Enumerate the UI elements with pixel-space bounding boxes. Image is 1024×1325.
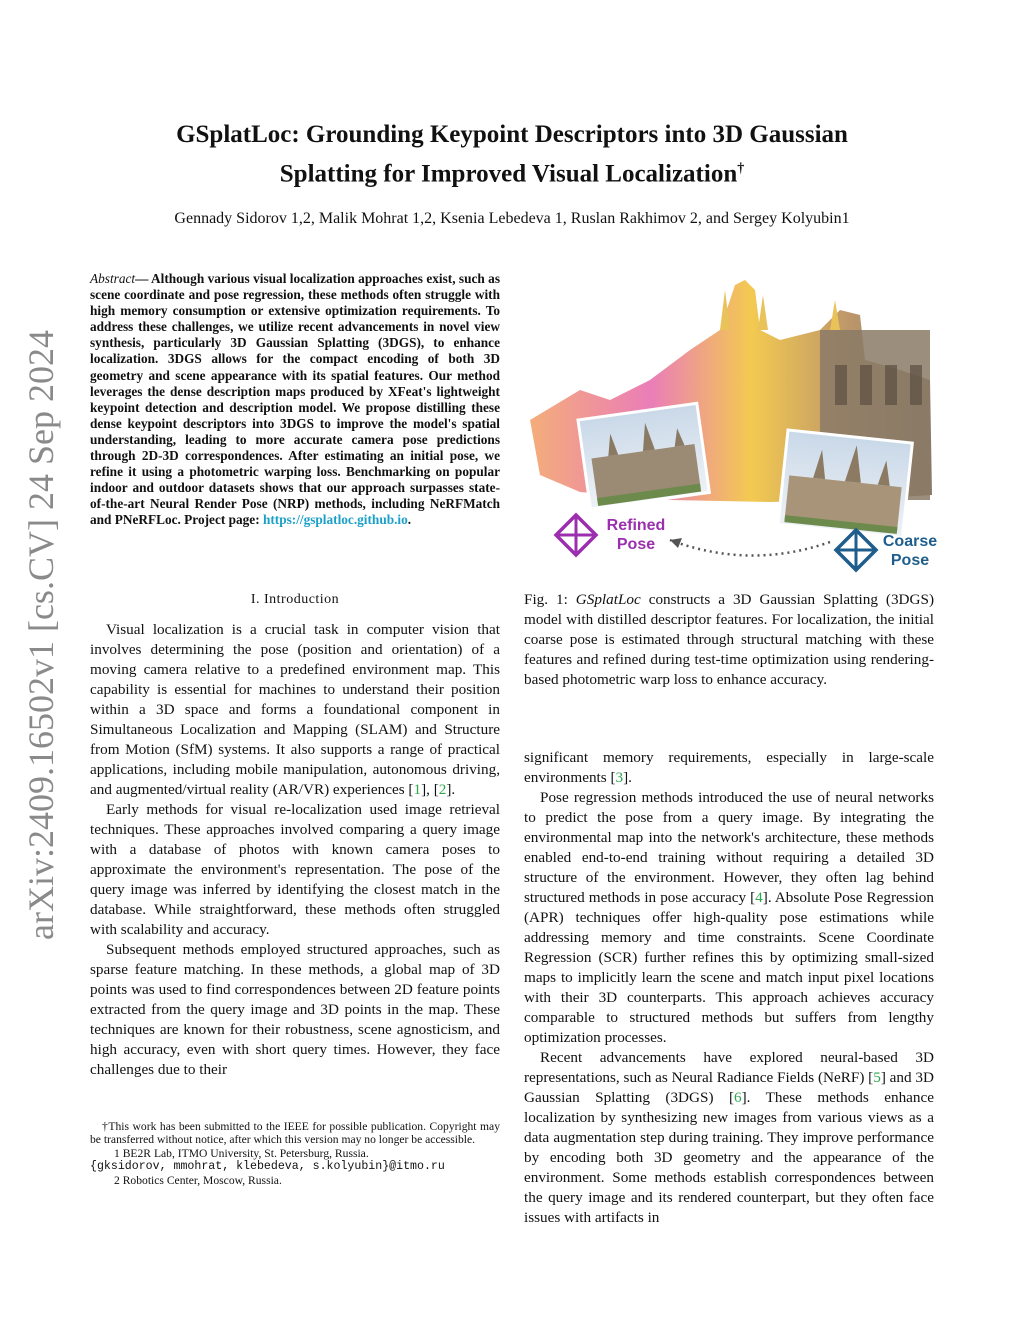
caption-text: constructs a 3D Gaussian Splatting (3DGS) model with distilled descriptor features. For localization, the initial coarse pose is estimated through structural matching with these features and refined during test-time optimization using rendering-based photometric warp loss to enhance accuracy. xyxy=(524,591,934,688)
abstract xyxy=(90,271,500,529)
coarse-label-line-1: Coarse xyxy=(882,533,938,550)
citation-4[interactable]: 4 xyxy=(755,889,763,906)
right-p2-text: Pose regression methods introduced the use of neural networks to predict the pose from a query image. By integrating the environmental map into the network's architecture, these methods enabled end-to-end training without requiring a detailed 3D structure of the environment. However, they often lag behind structured methods in pose accuracy [ xyxy=(524,789,934,906)
refined-pose-icon xyxy=(556,515,596,555)
abstract-label: Abstract xyxy=(90,271,136,286)
title-line-2-text: Splatting for Improved Visual Localization xyxy=(279,160,738,188)
intro-right-column xyxy=(524,748,934,1228)
footnote-affiliation-2: 2 Robotics Center, Moscow, Russia. xyxy=(114,1173,282,1187)
intro-p1-end: ]. xyxy=(446,781,456,798)
right-p3-text: Recent advancements have explored neural-based 3D representations, such as Neural Radiance Fields (NeRF) [ xyxy=(524,1049,934,1086)
right-paragraph-3 xyxy=(524,1048,934,1228)
refinement-arrow xyxy=(670,540,830,556)
footnote-emails: {gksidorov, mmohrat, klebedeva, s.kolyubin}@itmo.ru xyxy=(90,1160,445,1174)
right-paragraph-2 xyxy=(524,788,934,1048)
section-heading-introduction: I. Introduction xyxy=(250,592,340,607)
title-dagger: † xyxy=(737,161,745,176)
author-list: Gennady Sidorov 1,2, Malik Mohrat 1,2, Ksenia Lebedeva 1, Ruslan Rakhimov 2, and Sergey Kolyubin1 xyxy=(174,210,850,227)
coarse-label-line-2: Pose xyxy=(890,552,930,569)
intro-paragraph-1 xyxy=(90,620,500,800)
caption-lead: Fig. 1: xyxy=(524,591,576,608)
figure-1-caption xyxy=(524,590,934,690)
right-p1-end: ]. xyxy=(623,769,632,786)
right-paragraph-1 xyxy=(524,748,934,788)
coarse-view-photo xyxy=(778,430,912,538)
title-line-1: GSplatLoc: Grounding Keypoint Descriptors into 3D Gaussian xyxy=(176,121,848,148)
intro-left-column xyxy=(90,620,500,1080)
citation-2[interactable]: 2 xyxy=(438,781,447,798)
abstract-end: . xyxy=(407,512,412,528)
arxiv-identifier: arXiv:2409.16502v1 [cs.CV] 24 Sep 2024 xyxy=(21,330,61,940)
citation-3[interactable]: 3 xyxy=(615,769,624,786)
figure-1 xyxy=(520,270,940,580)
title-line-2 xyxy=(90,152,934,191)
citation-6[interactable]: 6 xyxy=(734,1089,742,1106)
footnote-affiliation-1: 1 BE2R Lab, ITMO University, St. Petersburg, Russia. xyxy=(114,1146,369,1160)
refined-label-line-2: Pose xyxy=(616,536,656,553)
refined-pose-label xyxy=(594,516,678,554)
right-p3-mid: ] and 3D Gaussian Splatting (3DGS) [ xyxy=(524,1069,934,1106)
intro-paragraph-3: Subsequent methods employed structured approaches, such as sparse feature matching. In these methods, a global map of 3D points was used to find correspondences between 2D feature points extracted from the query image and 3D points in the map. These techniques are known for their robustness, scene agnosticism, and high accuracy, even with short query times. However, they face challenges due to their xyxy=(90,941,500,1078)
intro-p1-text: Visual localization is a crucial task in computer vision that involves determining the pose (position and orientation) of a moving camera relative to a predefined environment map. This capability is essential for machines to understand their position within a 3D space and forms a foundational component in Simultaneous Localization and Mapping (SLAM) and Structure from Motion (SfM) systems. It also supports a range of practical applications, including mobile manipulation, autonomous driving, and augmented/virtual reality (AR/VR) experiences [ xyxy=(90,621,500,798)
caption-method-name: GSplatLoc xyxy=(575,591,641,608)
paper-title xyxy=(90,118,934,191)
citation-1[interactable]: 1 xyxy=(413,781,422,798)
refined-view-photo xyxy=(578,403,709,509)
right-p1-text: significant memory requirements, especially in large-scale environments [ xyxy=(524,749,934,786)
intro-p1-mid: ], [ xyxy=(421,781,439,798)
right-p2-end: ]. Absolute Pose Regression (APR) techniques offer high-quality pose estimations while addressing memory and time constraints. Scene Coordinate Regression (SCR) further refines this by optimizing small-sized maps to implicitly learn the scene and match input pixel locations with their 3D counterparts. This approach achieves accuracy comparable to structured methods but suffers from lengthy optimization processes. xyxy=(524,889,934,1046)
intro-paragraph-2: Early methods for visual re-localization used image retrieval techniques. These approaches involved comparing a query image with a database of photos with known camera poses to approximate the environment's representation. The pose of the query image was inferred by identifying the closest match in the database. While straightforward, these methods often struggled with scalability and accuracy. xyxy=(90,801,500,938)
footnotes xyxy=(90,1120,500,1187)
abstract-text: — Although various visual localization approaches exist, such as scene coordinate and pose regression, these methods often struggle with high memory consumption or extensive optimization requirements. To address these challenges, we utilize recent advancements in novel view synthesis, particularly 3D Gaussian Splatting (3DGS), to enhance localization. 3DGS allows for the compact encoding of both 3D geometry and scene appearance with its spatial features. Our method leverages the dense description maps produced by XFeat's lightweight keypoint detection and description model. We propose distilling these dense keypoint descriptors into 3DGS to improve the model's spatial understanding, leading to more accurate camera pose predictions through 2D-3D correspondences. After estimating an initial pose, we refine it using a photometric warping loss. Benchmarking on popular indoor and outdoor datasets shows that our approach surpasses state-of-the-art Neural Render Pose (NRP) methods, including NeRFMatch and PNeRFLoc. Project page: xyxy=(90,271,500,528)
project-page-link[interactable]: https://gsplatloc.github.io xyxy=(262,512,408,528)
refined-label-line-1: Refined xyxy=(606,517,666,534)
coarse-pose-label xyxy=(870,532,950,570)
citation-5[interactable]: 5 xyxy=(873,1069,881,1086)
right-p3-end: ]. These methods enhance localization by synthesizing new images from various views as a data augmentation step during training. They improve performance by encoding both 3D geometry and the appearance of the environment. Some methods establish correspondences between the query image and its rendered counterpart, but they often face issues with artifacts in xyxy=(524,1089,934,1226)
footnote-dagger: †This work has been submitted to the IEEE for possible publication. Copyright may be transferred without notice, after which this version may no longer be accessible. xyxy=(90,1120,500,1147)
